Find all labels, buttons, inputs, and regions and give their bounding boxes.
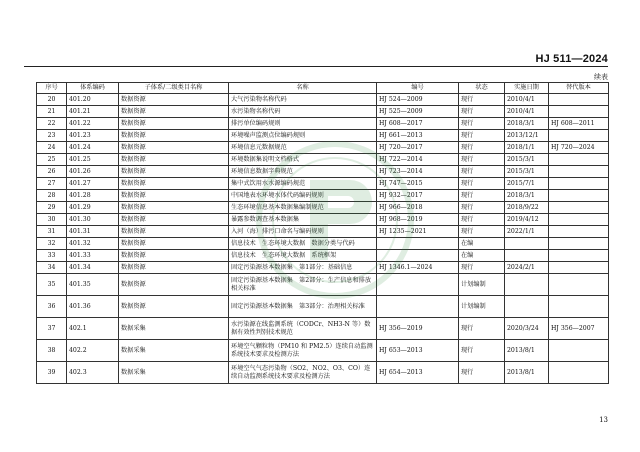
table-row bbox=[37, 94, 609, 106]
table-cell: 402.1 bbox=[67, 318, 119, 340]
table-cell: 数据资源 bbox=[119, 274, 229, 296]
table-cell: 2019/4/12 bbox=[505, 214, 549, 226]
table-cell: HJ 661—2013 bbox=[377, 130, 459, 142]
table-cell bbox=[549, 154, 609, 166]
table-cell: 数据资源 bbox=[119, 130, 229, 142]
table-cell: 环境空气气态污染物（SO2、NO2、O3、CO）连续自动监测系统技术要求及检测方法 bbox=[229, 362, 377, 384]
table-header-row bbox=[37, 83, 609, 94]
table-row bbox=[37, 214, 609, 226]
table-cell: 排污单位编码规则 bbox=[229, 118, 377, 130]
table-cell: 数据资源 bbox=[119, 166, 229, 178]
table-cell: 现行 bbox=[459, 106, 505, 118]
table-cell: 2015/3/1 bbox=[505, 166, 549, 178]
table-cell: 现行 bbox=[459, 130, 505, 142]
table-cell: 401.26 bbox=[67, 166, 119, 178]
table-cell: 数据资源 bbox=[119, 202, 229, 214]
table-cell: 32 bbox=[37, 238, 67, 250]
table-cell: 现行 bbox=[459, 154, 505, 166]
table-cell: HJ 608—2011 bbox=[549, 118, 609, 130]
table-cell bbox=[505, 296, 549, 318]
table-cell: 401.31 bbox=[67, 226, 119, 238]
table-cell: HJ 966—2018 bbox=[377, 202, 459, 214]
table-row bbox=[37, 166, 609, 178]
table-cell: 401.25 bbox=[67, 154, 119, 166]
table-cell: 计划编制 bbox=[459, 296, 505, 318]
table-cell bbox=[549, 106, 609, 118]
table-cell: 34 bbox=[37, 262, 67, 274]
table-cell: 402.3 bbox=[67, 362, 119, 384]
table-cell: HJ 1235—2021 bbox=[377, 226, 459, 238]
table-cell: 2013/12/1 bbox=[505, 130, 549, 142]
table-cell: 401.28 bbox=[67, 190, 119, 202]
table-row bbox=[37, 142, 609, 154]
column-header: 状态 bbox=[459, 83, 505, 94]
table-row bbox=[37, 250, 609, 262]
table-cell: 401.33 bbox=[67, 250, 119, 262]
table-cell bbox=[549, 226, 609, 238]
table-cell: 生态环境信息基本数据集编制规范 bbox=[229, 202, 377, 214]
table-cell bbox=[549, 274, 609, 296]
table-cell: 401.35 bbox=[67, 274, 119, 296]
table-cell: 固定污染源基本数据集 第1部分：基础信息 bbox=[229, 262, 377, 274]
table-cell: 计划编制 bbox=[459, 274, 505, 296]
table-row bbox=[37, 362, 609, 384]
table-cell: 现行 bbox=[459, 94, 505, 106]
table-row bbox=[37, 226, 609, 238]
table-cell: 暴露参数调查基本数据集 bbox=[229, 214, 377, 226]
table-cell: 现行 bbox=[459, 362, 505, 384]
table-cell: 中国地表水环境水体代码编码规则 bbox=[229, 190, 377, 202]
column-header: 名称 bbox=[229, 83, 377, 94]
table-cell bbox=[549, 94, 609, 106]
table-cell: 在编 bbox=[459, 238, 505, 250]
table-cell bbox=[377, 250, 459, 262]
table-cell: 数据资源 bbox=[119, 142, 229, 154]
table-cell: 2010/4/1 bbox=[505, 106, 549, 118]
table-cell: 在编 bbox=[459, 250, 505, 262]
table-cell: 数据资源 bbox=[119, 178, 229, 190]
table-cell: 现行 bbox=[459, 318, 505, 340]
table-cell: 35 bbox=[37, 274, 67, 296]
table-cell: 33 bbox=[37, 250, 67, 262]
table-cell: 环境噪声监测点位编码规则 bbox=[229, 130, 377, 142]
table-cell: HJ 653—2013 bbox=[377, 340, 459, 362]
table-row bbox=[37, 154, 609, 166]
table-cell: 30 bbox=[37, 214, 67, 226]
table-cell: 2022/1/1 bbox=[505, 226, 549, 238]
table-cell: 29 bbox=[37, 202, 67, 214]
table-cell: 2013/8/1 bbox=[505, 340, 549, 362]
table-cell: 固定污染源基本数据集 第3部分：治理相关标准 bbox=[229, 296, 377, 318]
table-cell: 现行 bbox=[459, 166, 505, 178]
table-cell: 36 bbox=[37, 296, 67, 318]
table-cell: 25 bbox=[37, 154, 67, 166]
table-cell bbox=[549, 166, 609, 178]
table-cell: 401.23 bbox=[67, 130, 119, 142]
table-cell: 24 bbox=[37, 142, 67, 154]
table-cell: 2024/2/1 bbox=[505, 262, 549, 274]
table-cell: 20 bbox=[37, 94, 67, 106]
table-cell: 数据资源 bbox=[119, 154, 229, 166]
table-cell bbox=[377, 296, 459, 318]
table-cell bbox=[549, 340, 609, 362]
column-header: 体系编码 bbox=[67, 83, 119, 94]
table-row bbox=[37, 106, 609, 118]
column-header: 子体系/二级类目名称 bbox=[119, 83, 229, 94]
table-cell: 2020/3/24 bbox=[505, 318, 549, 340]
table-row bbox=[37, 130, 609, 142]
table-cell bbox=[377, 238, 459, 250]
table-cell: 401.22 bbox=[67, 118, 119, 130]
table-cell: 401.24 bbox=[67, 142, 119, 154]
table-cell: 数据资源 bbox=[119, 296, 229, 318]
table-cell: HJ 654—2013 bbox=[377, 362, 459, 384]
table-cell: 401.20 bbox=[67, 94, 119, 106]
table-row bbox=[37, 340, 609, 362]
column-header: 编号 bbox=[377, 83, 459, 94]
table-cell: 37 bbox=[37, 318, 67, 340]
table-cell: 22 bbox=[37, 118, 67, 130]
table-cell: HJ 524—2009 bbox=[377, 94, 459, 106]
table-cell: 2013/8/1 bbox=[505, 362, 549, 384]
table-cell: HJ 608—2017 bbox=[377, 118, 459, 130]
table-cell: 信息技术 生态环境大数据 系统框架 bbox=[229, 250, 377, 262]
table-cell: 401.36 bbox=[67, 296, 119, 318]
table-cell: 数据采集 bbox=[119, 340, 229, 362]
table-cell bbox=[505, 274, 549, 296]
table-cell: 38 bbox=[37, 340, 67, 362]
table-cell: 2018/9/22 bbox=[505, 202, 549, 214]
table-row bbox=[37, 318, 609, 340]
continued-label: 续表 bbox=[594, 73, 608, 81]
table-row bbox=[37, 178, 609, 190]
table-cell bbox=[549, 190, 609, 202]
table-cell bbox=[505, 250, 549, 262]
table-cell: 现行 bbox=[459, 226, 505, 238]
standard-number: HJ 511—2024 bbox=[535, 53, 608, 65]
page-number: 13 bbox=[599, 416, 608, 424]
table-cell: 数据资源 bbox=[119, 214, 229, 226]
table-cell: 现行 bbox=[459, 340, 505, 362]
table-cell: 28 bbox=[37, 190, 67, 202]
table-cell bbox=[549, 202, 609, 214]
table-cell: 现行 bbox=[459, 262, 505, 274]
table-cell: 环境信息元数据规范 bbox=[229, 142, 377, 154]
table-cell: 现行 bbox=[459, 142, 505, 154]
table-cell: HJ 356—2007 bbox=[549, 318, 609, 340]
table-row bbox=[37, 202, 609, 214]
column-header: 序号 bbox=[37, 83, 67, 94]
table-cell: 大气污染物名称代码 bbox=[229, 94, 377, 106]
table-cell: 现行 bbox=[459, 202, 505, 214]
table-cell bbox=[549, 250, 609, 262]
column-header: 替代版本 bbox=[549, 83, 609, 94]
table-cell: 水污染物名称代码 bbox=[229, 106, 377, 118]
table-cell: 数据资源 bbox=[119, 118, 229, 130]
table-cell: 数据资源 bbox=[119, 262, 229, 274]
table-cell: HJ 722—2014 bbox=[377, 154, 459, 166]
table-cell: HJ 968—2019 bbox=[377, 214, 459, 226]
table-cell: 39 bbox=[37, 362, 67, 384]
table-row bbox=[37, 274, 609, 296]
table-cell: HJ 525—2009 bbox=[377, 106, 459, 118]
table-cell: 固定污染源基本数据集 第2部分：生产信息和排放相关标准 bbox=[229, 274, 377, 296]
standards-table bbox=[36, 82, 609, 384]
table-cell: 水污染源在线监测系统（CODCr、NH3-N 等）数据有效性判别技术规范 bbox=[229, 318, 377, 340]
table-cell: HJ 1346.1—2024 bbox=[377, 262, 459, 274]
table-cell bbox=[549, 214, 609, 226]
table-cell: 401.32 bbox=[67, 238, 119, 250]
table-row bbox=[37, 296, 609, 318]
table-cell: 数据采集 bbox=[119, 318, 229, 340]
table-cell: 401.29 bbox=[67, 202, 119, 214]
table-cell: 现行 bbox=[459, 178, 505, 190]
table-cell: 401.27 bbox=[67, 178, 119, 190]
table-cell: 401.21 bbox=[67, 106, 119, 118]
table-cell: 环境数据集说明文档格式 bbox=[229, 154, 377, 166]
table-row bbox=[37, 118, 609, 130]
table-cell: 21 bbox=[37, 106, 67, 118]
table-cell: HJ 932—2017 bbox=[377, 190, 459, 202]
table-cell: HJ 747—2015 bbox=[377, 178, 459, 190]
table-cell: 数据资源 bbox=[119, 238, 229, 250]
table-cell: 环境空气颗粒物（PM10 和 PM2.5）连续自动监测系统技术要求及检测方法 bbox=[229, 340, 377, 362]
table-cell: 27 bbox=[37, 178, 67, 190]
column-header: 实施日期 bbox=[505, 83, 549, 94]
table-cell: 23 bbox=[37, 130, 67, 142]
table-cell bbox=[549, 178, 609, 190]
table-cell: 数据资源 bbox=[119, 94, 229, 106]
table-cell: 数据资源 bbox=[119, 106, 229, 118]
table-cell: HJ 720—2024 bbox=[549, 142, 609, 154]
table-row bbox=[37, 190, 609, 202]
table-cell: 入河（海）排污口命名与编码规则 bbox=[229, 226, 377, 238]
table-cell bbox=[377, 274, 459, 296]
table-cell: 现行 bbox=[459, 214, 505, 226]
table-cell: 2018/1/1 bbox=[505, 142, 549, 154]
table-cell: 数据资源 bbox=[119, 226, 229, 238]
table-row bbox=[37, 262, 609, 274]
table-cell: 环境信息数据字典规范 bbox=[229, 166, 377, 178]
table-cell: 数据资源 bbox=[119, 190, 229, 202]
table-cell bbox=[549, 130, 609, 142]
table-cell bbox=[549, 262, 609, 274]
table-cell: 402.2 bbox=[67, 340, 119, 362]
table-cell bbox=[505, 238, 549, 250]
table-cell bbox=[549, 296, 609, 318]
table-cell: 401.34 bbox=[67, 262, 119, 274]
table-row bbox=[37, 238, 609, 250]
table-cell: 31 bbox=[37, 226, 67, 238]
table-cell: HJ 356—2019 bbox=[377, 318, 459, 340]
table-cell: 数据采集 bbox=[119, 362, 229, 384]
table-cell: 2015/3/1 bbox=[505, 154, 549, 166]
table-cell: 26 bbox=[37, 166, 67, 178]
table-cell: 401.30 bbox=[67, 214, 119, 226]
table-cell: 现行 bbox=[459, 190, 505, 202]
table-cell: 数据资源 bbox=[119, 250, 229, 262]
table-cell: 现行 bbox=[459, 118, 505, 130]
table-cell: 集中式饮用水水源编码规范 bbox=[229, 178, 377, 190]
table-cell bbox=[549, 238, 609, 250]
table-cell bbox=[549, 362, 609, 384]
table-cell: 2015/7/1 bbox=[505, 178, 549, 190]
table-cell: 2018/3/1 bbox=[505, 118, 549, 130]
table-cell: HJ 720—2017 bbox=[377, 142, 459, 154]
header-rule bbox=[24, 66, 608, 67]
table-cell: 信息技术 生态环境大数据 数据分类与代码 bbox=[229, 238, 377, 250]
table-cell: HJ 723—2014 bbox=[377, 166, 459, 178]
table-cell: 2010/4/1 bbox=[505, 94, 549, 106]
table-cell: 2018/3/1 bbox=[505, 190, 549, 202]
